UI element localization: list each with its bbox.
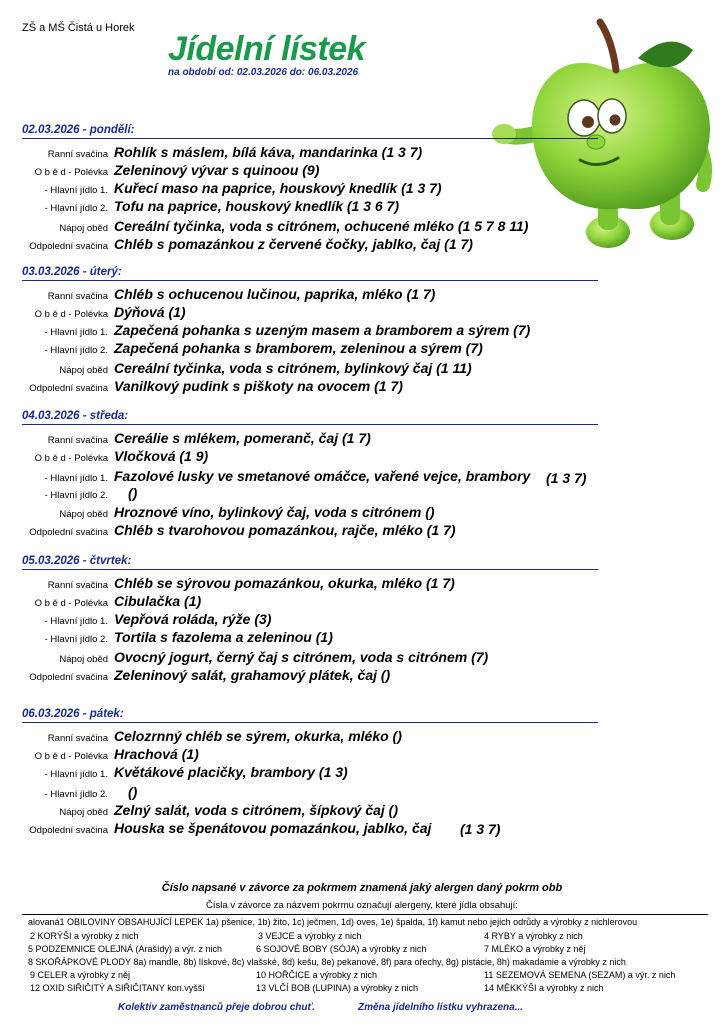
meal-text: Vepřová roláda, rýže (3) xyxy=(114,611,272,627)
meal-label: Nápoj oběd xyxy=(59,509,108,520)
meal-text: Dýňová (1) xyxy=(114,304,186,320)
allergen-3: 3 VEJCE a výrobky z nich xyxy=(258,931,362,941)
meal-text: Cereálie s mlékem, pomeranč, čaj (1 7) xyxy=(114,430,371,446)
meal-label: - Hlavní jídlo 1. xyxy=(44,769,108,780)
meal-label: - Hlavní jídlo 2. xyxy=(44,345,108,356)
allergen-14: 14 MĚKKÝŠI a výrobky z nich xyxy=(484,983,604,993)
meal-row-ranni xyxy=(0,728,724,746)
allergen-5: 5 PODZEMNICE OLEJNÁ (Arašídy) a výr. z nich xyxy=(28,944,223,954)
meal-label: - Hlavní jídlo 2. xyxy=(44,634,108,645)
allergen-13: 13 VLČÍ BOB (LUPINA) a výrobky z nich xyxy=(256,983,419,993)
meal-row-hlavni1 xyxy=(0,322,724,340)
meal-row-napoj xyxy=(0,802,724,820)
meal-row-odpoledni xyxy=(0,820,724,838)
page-title: Jídelní lístek xyxy=(168,30,366,68)
meal-label: Ranní svačina xyxy=(47,733,108,744)
meal-text: Celozrnný chléb se sýrem, okurka, mléko () xyxy=(114,728,402,744)
meal-label: - Hlavní jídlo 2. xyxy=(44,203,108,214)
meal-row-ranni xyxy=(0,286,724,304)
meal-row-polevka xyxy=(0,746,724,764)
meal-label: Ranní svačina xyxy=(47,291,108,302)
meal-text: Hroznové víno, bylinkový čaj, voda s citrónem () xyxy=(114,504,435,520)
meal-row-hlavni2 xyxy=(0,784,724,802)
meal-label: Ranní svačina xyxy=(47,435,108,446)
footer-change-note: Změna jídelního lístku vyhrazena... xyxy=(358,1002,524,1013)
meal-row-odpoledni xyxy=(0,236,724,254)
meal-text: Ovocný jogurt, černý čaj s citrónem, voda s citrónem (7) xyxy=(114,649,489,665)
day-divider xyxy=(22,138,598,139)
menu-period: na období od: 02.03.2026 do: 06.03.2026 xyxy=(168,67,359,78)
meal-row-polevka xyxy=(0,162,724,180)
meal-text: Fazolové lusky ve smetanové omáčce, vařené vejce, brambory xyxy=(114,468,531,484)
allergen-11: 11 SEZEMOVÁ SEMENA (SEZAM) a výr. z nich xyxy=(484,970,676,980)
meal-label: O b ě d - Polévka xyxy=(34,167,108,178)
allergen-4: 4 RYBY a výrobky z nich xyxy=(484,931,583,941)
meal-label: Nápoj oběd xyxy=(59,807,108,818)
allergen-1: alovaná1 OBILOVINY OBSAHUJÍCÍ LEPEK 1a) pšenice, 1b) žito, 1c) ječmen, 1d) oves, 1e) špalda, 1f) kamut nebo jejich odrůdy a výrobky z nichlerovou xyxy=(28,917,638,927)
day-heading: 03.03.2026 - úterý: xyxy=(22,266,122,278)
day-heading: 04.03.2026 - středa: xyxy=(22,410,129,422)
meal-row-hlavni1 xyxy=(0,611,724,629)
meal-text: Zapečená pohanka s uzeným masem a bramborem a sýrem (7) xyxy=(114,322,531,338)
meal-label: Ranní svačina xyxy=(47,149,108,160)
meal-label: Odpolední svačina xyxy=(29,825,108,836)
allergen-10: 10 HOŘČICE a výrobky z nich xyxy=(256,970,378,980)
meal-text: Chléb s tvarohovou pomazánkou, rajče, mléko (1 7) xyxy=(114,522,456,538)
meal-text: Zelný salát, voda s citrónem, šípkový čaj () xyxy=(114,802,398,818)
meal-allergens: (1 3 7) xyxy=(460,821,501,837)
meal-row-odpoledni xyxy=(0,667,724,685)
meal-text: Vanilkový pudink s piškoty na ovocem (1 7) xyxy=(114,378,403,394)
meal-text: () xyxy=(128,784,138,800)
meal-label: Odpolední svačina xyxy=(29,527,108,538)
meal-row-polevka xyxy=(0,448,724,466)
meal-row-ranni xyxy=(0,144,724,162)
footer-wish: Kolektiv zaměstnanců přeje dobrou chuť. xyxy=(118,1002,316,1013)
meal-row-hlavni2 xyxy=(0,340,724,358)
meal-allergens: (1 3 7) xyxy=(546,470,587,486)
meal-row-polevka xyxy=(0,304,724,322)
meal-text: Chléb se sýrovou pomazánkou, okurka, mléko (1 7) xyxy=(114,575,455,591)
meal-row-hlavni1 xyxy=(0,764,724,782)
meal-label: O b ě d - Polévka xyxy=(34,309,108,320)
meal-text: Chléb s pomazánkou z červené čočky, jablko, čaj (1 7) xyxy=(114,236,473,252)
day-divider xyxy=(22,722,598,723)
meal-label: Odpolední svačina xyxy=(29,672,108,683)
meal-text: () xyxy=(128,485,138,501)
meal-text: Kuřecí maso na paprice, houskový knedlík (1 3 7) xyxy=(114,180,442,196)
meal-text: Zapečená pohanka s bramborem, zeleninou a sýrem (7) xyxy=(114,340,483,356)
meal-row-hlavni2 xyxy=(0,629,724,647)
meal-row-hlavni1 xyxy=(0,468,724,486)
meal-text: Zeleninový salát, grahamový plátek, čaj () xyxy=(114,667,391,683)
meal-row-polevka xyxy=(0,593,724,611)
meal-label: Odpolední svačina xyxy=(29,383,108,394)
meal-label: Ranní svačina xyxy=(47,580,108,591)
allergen-note: Číslo napsané v závorce za pokrmem znamená jaký alergen daný pokrm obb xyxy=(161,882,563,894)
meal-label: O b ě d - Polévka xyxy=(34,598,108,609)
meal-text: Houska se špenátovou pomazánkou, jablko, čaj xyxy=(114,820,432,836)
meal-text: Cibulačka (1) xyxy=(114,593,202,609)
meal-row-odpoledni xyxy=(0,378,724,396)
day-heading: 06.03.2026 - pátek: xyxy=(22,708,124,720)
meal-row-napoj xyxy=(0,360,724,378)
day-heading: 02.03.2026 - pondělí: xyxy=(22,124,135,136)
meal-row-ranni xyxy=(0,430,724,448)
meal-label: Nápoj oběd xyxy=(59,654,108,665)
meal-label: - Hlavní jídlo 2. xyxy=(44,789,108,800)
meal-label: - Hlavní jídlo 1. xyxy=(44,185,108,196)
meal-text: Zeleninový vývar s quinoou (9) xyxy=(114,162,320,178)
meal-text: Chléb s ochucenou lučinou, paprika, mléko (1 7) xyxy=(114,286,436,302)
allergen-6: 6 SOJOVÉ BOBY (SÓJA) a výrobky z nich xyxy=(256,944,427,954)
school-name: ZŠ a MŠ Čistá u Horek xyxy=(22,22,135,34)
allergen-12: 12 OXID SIŘIČITÝ A SIŘIČITANY kon.vyšší xyxy=(30,983,205,993)
meal-row-napoj xyxy=(0,504,724,522)
meal-label: Nápoj oběd xyxy=(59,223,108,234)
meal-text: Tofu na paprice, houskový knedlík (1 3 6 7) xyxy=(114,198,400,214)
allergen-2: 2 KORÝŠI a výrobky z nich xyxy=(30,931,139,941)
day-divider xyxy=(22,280,598,281)
allergen-subnote: Čísla v závorce za názvem pokrmu označují alergeny, které jídla obsahují: xyxy=(206,900,518,911)
meal-row-hlavni2 xyxy=(0,198,724,216)
meal-row-odpoledni xyxy=(0,522,724,540)
meal-label: - Hlavní jídlo 1. xyxy=(44,616,108,627)
allergen-8: 8 SKOŘÁPKOVÉ PLODY 8a) mandle, 8b) lískové, 8c) vlašské, 8d) kešu, 8e) pekanové, 8f) para ořechy, 8g) pistácie, 8h) makadamie a výrobky z nich xyxy=(28,957,626,967)
meal-row-hlavni1 xyxy=(0,180,724,198)
meal-label: - Hlavní jídlo 2. xyxy=(44,490,108,501)
meal-row-napoj xyxy=(0,649,724,667)
meal-text: Rohlík s máslem, bílá káva, mandarinka (1 3 7) xyxy=(114,144,423,160)
meal-label: O b ě d - Polévka xyxy=(34,453,108,464)
meal-text: Květákové placičky, brambory (1 3) xyxy=(114,764,348,780)
meal-text: Hrachová (1) xyxy=(114,746,199,762)
meal-row-napoj xyxy=(0,218,724,236)
meal-label: Nápoj oběd xyxy=(59,365,108,376)
meal-row-ranni xyxy=(0,575,724,593)
allergen-9: 9 CELER a výrobky z něj xyxy=(30,970,131,980)
day-divider xyxy=(22,569,598,570)
allergen-7: 7 MLÉKO a výrobky z něj xyxy=(484,944,586,954)
meal-label: Odpolední svačina xyxy=(29,241,108,252)
meal-row-hlavni2 xyxy=(0,485,724,503)
day-divider xyxy=(22,424,598,425)
day-heading: 05.03.2026 - čtvrtek: xyxy=(22,555,132,567)
meal-label: O b ě d - Polévka xyxy=(34,751,108,762)
meal-text: Cereální tyčinka, voda s citrónem, bylinkový čaj (1 11) xyxy=(114,360,472,376)
meal-text: Vločková (1 9) xyxy=(114,448,209,464)
meal-text: Cereální tyčinka, voda s citrónem, ochucené mléko (1 5 7 8 11) xyxy=(114,218,529,234)
meal-label: - Hlavní jídlo 1. xyxy=(44,473,108,484)
allergen-divider xyxy=(22,914,708,915)
meal-text: Tortila s fazolema a zeleninou (1) xyxy=(114,629,333,645)
meal-label: - Hlavní jídlo 1. xyxy=(44,327,108,338)
